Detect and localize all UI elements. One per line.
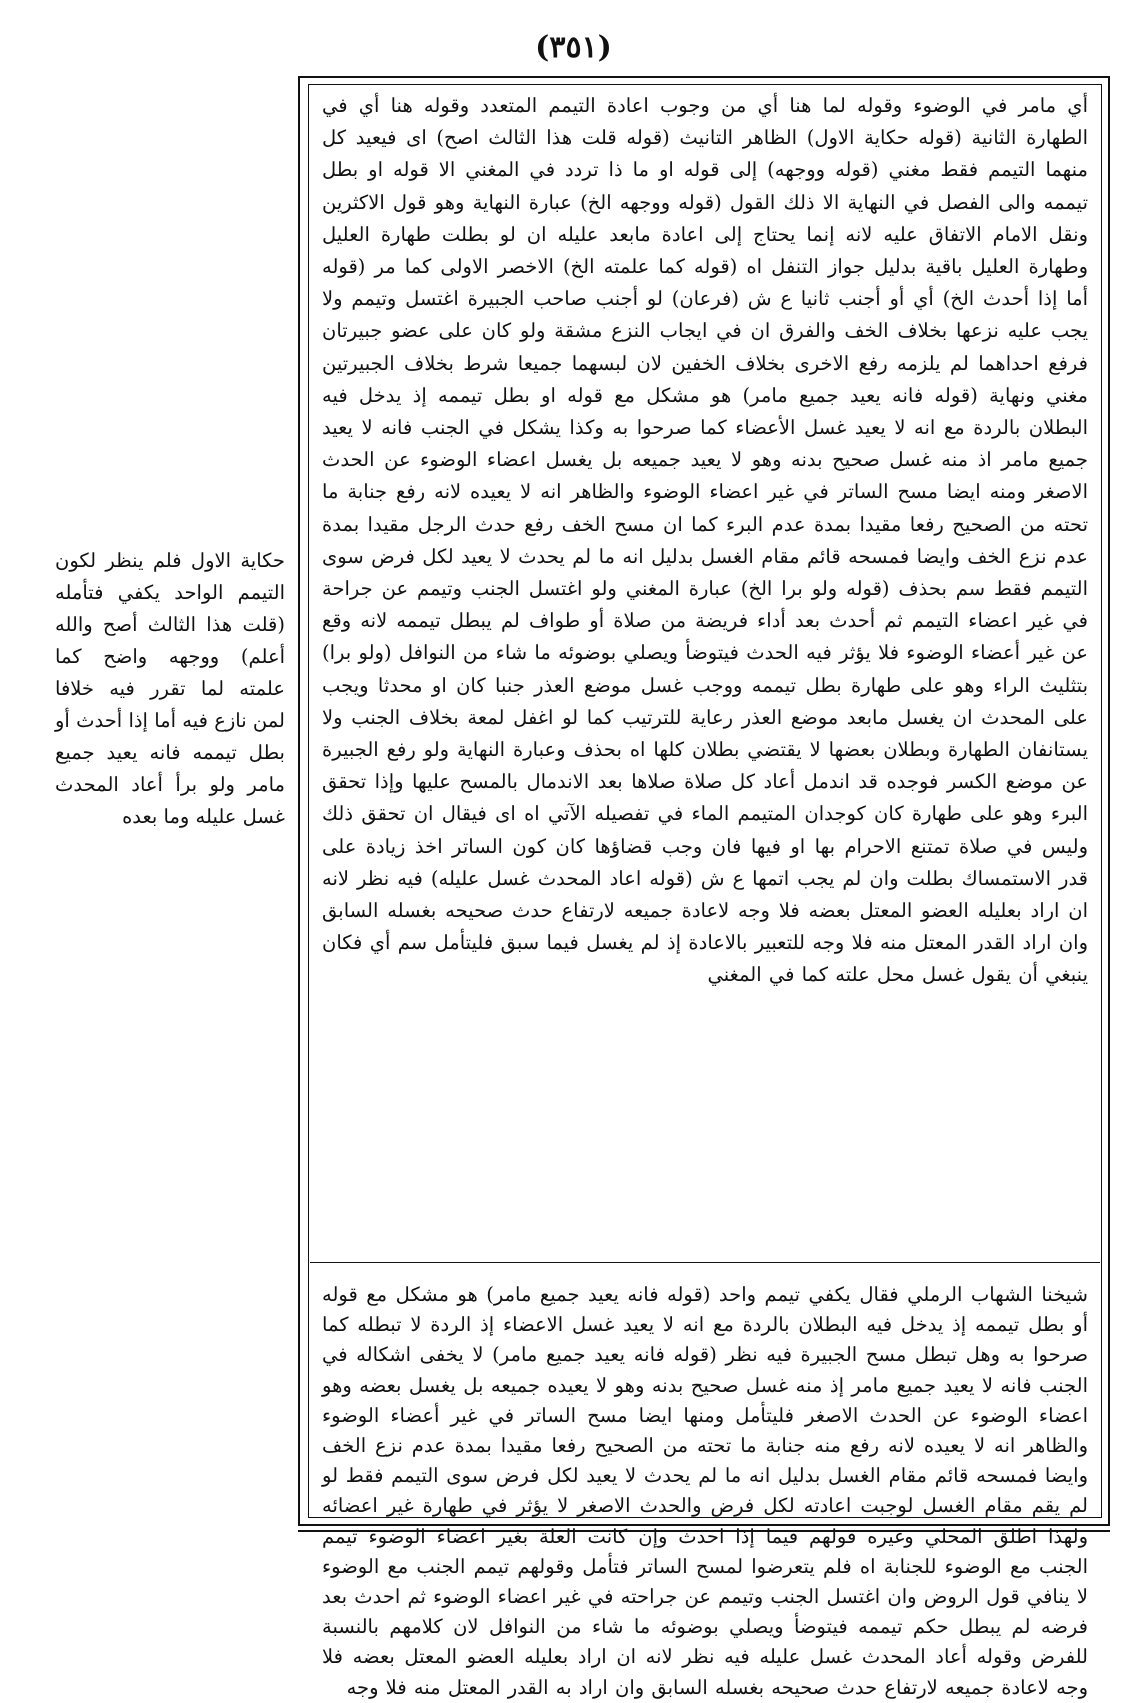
upper-commentary-text: أي مامر في الوضوء وقوله لما هنا أي من وجوب اعادة التيمم المتعدد وقوله هنا أي في الطهارة الثانية (قوله حكاية الاول) الظاهر التانيث (قوله قلت هذا الثالث اصح) اى فيعيد كل منهما التيمم فقط مغني (قوله ووجهه) إلى قوله او ما ذا تردد في المغني الا قوله او بطل تيممه والى الفصل في النهاية الا ذلك القول (قوله ووجهه الخ) عبارة النهاية وهو قول الاكثرين ونقل الامام الاتفاق عليه لانه إنما يحتاج إلى اعادة مابعد عليله ان لو بطلت طهارة العليل وطهارة العليل باقية بدليل جواز التنفل اه (قوله كما علمته الخ) الاخصر الاولى كما مر (قوله أما إذا أحدث الخ) أي أو أجنب ثانيا ع ش (فرعان) لو أجنب صاحب الجبيرة اغتسل وتيمم ولا يجب عليه نزعها بخلاف الخف والفرق ان في ايجاب النزع مشقة ولو كان على عضو جبيرتان فرفع احداهما لم يلزمه رفع الاخرى بخلاف الخفين لان لبسهما جميعا شرط بخلاف الجبيرتين مغني ونهاية (قوله فانه يعيد جميع مامر) هو مشكل مع قوله او بطل تيممه إذ يدخل فيه البطلان بالردة مع انه لا يعيد غسل الأعضاء كما صرحوا به وكذا يشكل في الجنب فانه لا يعيد جميع مامر اذ منه غسل صحيح بدنه وهو لا يعيد جميعه بل يغسل اعضاء الوضوء عن الحدث الاصغر ومنه ايضا مسح الساتر في غير اعضاء الوضوء والظاهر انه لا يعيده لانه رفع جنابة ما تحته من الصحيح رفعا مقيدا بمدة عدم البرء كما ان مسح الخف رفع حدث الرجل مقيدا بمدة عدم نزع الخف وايضا فمسحه قائم مقام الغسل بدليل انه ما لم يحدث لا يعيد لكل فرض سوى التيمم فقط سم بحذف (قوله ولو برا الخ) عبارة المغني ولو اغتسل الجنب وتيمم عن جراحة في غير اعضاء التيمم ثم أحدث بعد أداء فريضة من صلاة أو طواف لم يبطل تيممه لانه وقع عن غير أعضاء الوضوء فلا يؤثر فيه الحدث فيتوضأ ويصلي بوضوئه ما شاء من النوافل (ولو برا) بتثليث الراء وهو على طهارة بطل تيممه ووجب غسل موضع العذر جنبا كان او محدثا ويجب على المحدث ان يغسل مابعد موضع العذر رعاية للترتيب كما لو اغفل لمعة بخلاف الجنب ولا يستانفان الطهارة وبطلان بعضها لا يقتضي بطلان كلها اه بحذف وعبارة النهاية ولو رفع الجبيرة عن موضع الكسر فوجده قد اندمل أعاد كل صلاة صلاها بعد الاندمال بالمسح عليها وإذا تحقق البرء وهو على طهارة كان كوجدان المتيمم الماء في تفصيله الآتي اه اى فيقال ان تحقق ذلك وليس في صلاة تمتنع الاحرام بها او فيها فان وجب قضاؤها كان كون الساتر اخذ زيادة على قدر الاستمساك بطلت وان لم يجب اتمها ع ش (قوله اعاد المحدث غسل عليله) فيه نظر لانه ان اراد بعليله العضو المعتل بعضه فلا وجه لاعادة جميعه لارتفاع حدث صحيحه بغسله السابق وان اراد القدر المعتل منه فلا وجه للتعبير بالاعادة إذ لم يغسل فيما سبق فليتأمل سم أي فكان ينبغي أن يقول غسل محل علته كما في المغني: [322, 94, 1088, 987]
section-divider: [310, 1262, 1100, 1263]
margin-main-text-body: حكاية الاول فلم ينظر لكون التيمم الواحد يكفي فتأمله (قلت هذا الثالث أصح والله أعلم) ووجهه واضح كما علمته لما تقرر فيه خلافا لمن نازع فيه أما إذا أحدث أو بطل تيممه فانه يعيد جميع مامر ولو برأ أعاد المحدث غسل عليله وما بعده: [55, 549, 285, 828]
lower-commentary: [322, 1280, 1088, 1703]
page-number: (٣٥١): [535, 30, 612, 65]
upper-commentary: [322, 90, 1088, 992]
lower-commentary-text: شيخنا الشهاب الرملي فقال يكفي تيمم واحد (قوله فانه يعيد جميع مامر) هو مشكل مع قوله أو بطل تيممه إذ يدخل فيه البطلان بالردة مع انه لا يعيد غسل الاعضاء إذ الردة لا تبطله كما صرحوا به وهل تبطل مسح الجبيرة فيه نظر (قوله فانه يعيد جميع مامر) لا يخفى اشكاله في الجنب فانه لا يعيد جميع مامر إذ منه غسل صحيح بدنه وهو لا يعيده جميعه بل يغسل بعضه وهو اعضاء الوضوء عن الحدث الاصغر فليتأمل ومنها ايضا مسح الساتر في غير أعضاء الوضوء والظاهر انه لا يعيده لانه رفع منه جنابة ما تحته من الصحيح رفعا مقيدا بمدة عدم نزع الخف وايضا فمسحه قائم مقام الغسل بدليل انه ما لم يحدث لا يعيد لكل فرض سوى التيمم فقط لو لم يقم مقام الغسل لوجبت اعادته لكل فرض والحدث الاصغر لا يؤثر في طهارة غير اعضائه ولهذا اطلق المحلي وغيره قولهم فيما إذا احدث وإن كانت العلة بغير اعضاء الوضوء تيمم الجنب مع الوضوء للجنابة اه فلم يتعرضوا لمسح الساتر فتأمل وقولهم تيمم الجنب مع الوضوء لا ينافي قول الروض وان اغتسل الجنب وتيمم عن جراحته في غير اعضاء الوضوء ثم احدث بعد فرضه لم يبطل حكم تيممه فيتوضأ ويصلي بوضوئه ما شاء من النوافل لان كلامهم بالنسبة للفرض وقوله أعاد المحدث غسل عليله فيه نظر لانه ان اراد بعليله العضو المعتل بعضه فلا وجه لاعادة جميعه لارتفاع حدث صحيحه بغسله السابق وان اراد به القدر المعتل منه فلا وجه: [322, 1283, 1088, 1699]
margin-main-text: [55, 545, 285, 833]
